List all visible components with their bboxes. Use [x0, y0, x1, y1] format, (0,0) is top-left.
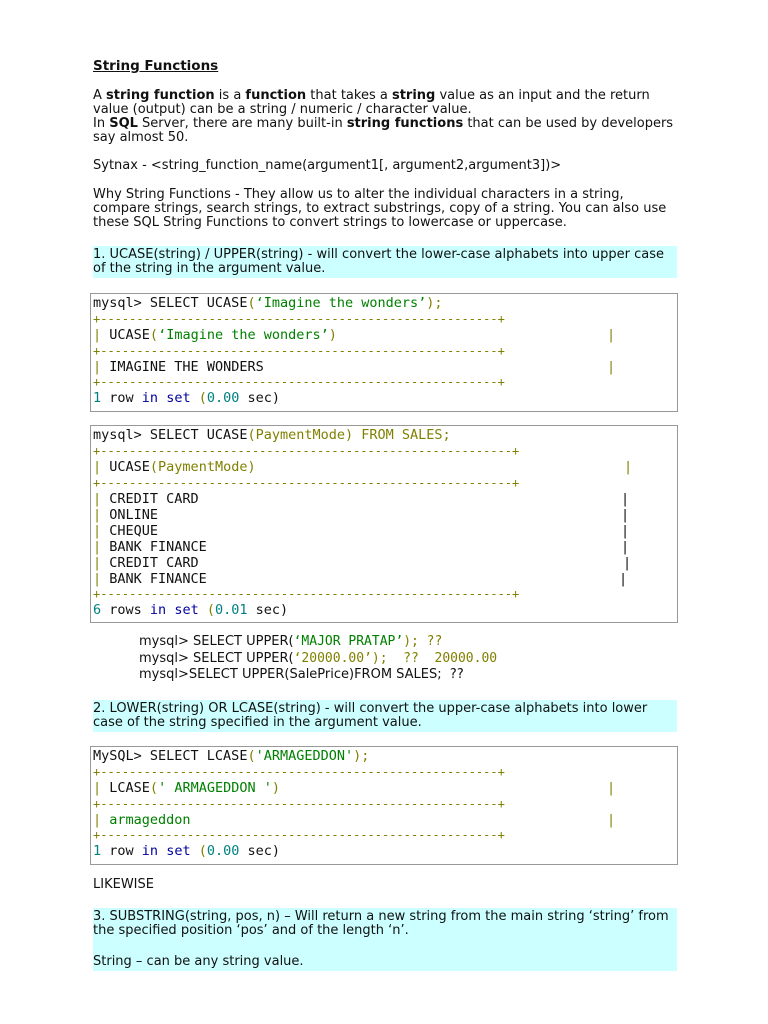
table-border: +---------------------------------------------------------+ — [93, 587, 520, 601]
cmd: SELECT UCASE — [141, 295, 248, 311]
cmd-args: (PaymentMode) FROM SALES; — [247, 427, 451, 443]
section-2-line: case of the string specified in the argument value. — [93, 715, 422, 730]
cmd: UCASE — [109, 459, 150, 475]
pipe: | — [93, 780, 102, 796]
paren: ( — [247, 295, 256, 311]
table-border: +---------------------------------------------------------+ — [93, 476, 520, 490]
section-3-line: the specified position ‘pos’ and of the length ‘n’. — [93, 923, 409, 938]
example-line: mysql>SELECT UPPER(SalePrice)FROM SALES; ?? — [139, 667, 464, 682]
pipe: | — [621, 491, 630, 507]
value: BANK FINANCE — [109, 539, 207, 555]
table-border: +---------------------------------------------------------+ — [93, 444, 520, 458]
pipe: | — [93, 459, 102, 475]
table-row: | CREDIT CARD — [93, 491, 199, 507]
text: that takes a — [306, 88, 392, 103]
paren: ) — [271, 780, 280, 796]
pipe: | — [607, 812, 616, 828]
text: Server, there are many built-in — [137, 116, 347, 131]
text: row — [101, 843, 142, 859]
why-line: Why String Functions - They allow us to alter the individual characters in a string, — [93, 187, 624, 202]
cmd: SELECT UCASE — [141, 427, 248, 443]
sql-command — [93, 295, 443, 311]
sql-output-box-ucase — [90, 293, 678, 412]
number: 1 — [93, 843, 102, 859]
text: that can be used by developers — [463, 116, 674, 131]
rows-summary: 1 row in set (0.00 sec) — [93, 390, 281, 406]
keyword: in — [141, 843, 159, 859]
pipe: | — [93, 812, 102, 828]
value: BANK FINANCE — [109, 571, 207, 587]
table-header — [93, 780, 280, 796]
value: CREDIT CARD — [109, 555, 199, 571]
section-3-line: 3. SUBSTRING(string, pos, n) – Will return a new string from the main string ‘string’ from — [93, 909, 669, 924]
text: sec) — [239, 843, 281, 859]
pipe: | — [607, 359, 616, 375]
prompt: mysql> — [93, 427, 142, 443]
value: IMAGINE THE WONDERS — [109, 359, 264, 375]
text: row — [101, 390, 142, 406]
string-literal: ' ARMAGEDDON ' — [158, 780, 272, 796]
section-2-highlight — [93, 700, 677, 732]
table-row: | BANK FINANCE — [93, 539, 207, 555]
table-row: | ONLINE — [93, 507, 159, 523]
paren: ( — [149, 327, 159, 343]
number: 0.01 — [215, 602, 248, 618]
paren: ) — [328, 327, 337, 343]
rows-summary: 1 row in set (0.00 sec) — [93, 843, 281, 859]
cmd: UCASE — [109, 327, 150, 343]
section-3-highlight — [93, 908, 677, 971]
value: CHEQUE — [109, 523, 159, 539]
table-row: | BANK FINANCE — [93, 571, 207, 587]
value: ONLINE — [109, 507, 159, 523]
number: 0.00 — [206, 390, 240, 406]
paren: ( — [149, 780, 159, 796]
number: 0.00 — [206, 843, 240, 859]
value: armageddon — [109, 812, 191, 828]
table-border: +-------------------------------------------------------+ — [93, 765, 505, 779]
tail: ); ?? — [403, 634, 443, 649]
pipe: | — [621, 507, 630, 523]
string-literal: 'ARMAGEDDON' — [255, 748, 354, 764]
cmd: mysql> SELECT UPPER( — [139, 651, 294, 666]
text: value as an input and the return — [435, 88, 650, 103]
section-1-line: 1. UCASE(string) / UPPER(string) - will convert the lower-case alphabets into upper case — [93, 247, 664, 262]
text: rows — [101, 602, 150, 618]
pipe: | — [607, 327, 616, 343]
paren: ); — [353, 748, 370, 764]
string-literal: ‘MAJOR PRATAP’ — [293, 634, 404, 649]
sql-command — [93, 427, 451, 443]
intro-line: say almost 50. — [93, 130, 189, 145]
pipe: | — [607, 780, 616, 796]
number: 1 — [93, 390, 102, 406]
syntax-line: Sytnax - <string_function_name(argument1[, argument2,argument3])> — [93, 158, 562, 173]
table-border: +-------------------------------------------------------+ — [93, 344, 505, 358]
keyword: in — [149, 602, 167, 618]
sql-command — [93, 748, 369, 764]
keyword: set — [166, 390, 191, 406]
bold-term: string functions — [346, 116, 464, 131]
cmd-args: (PaymentMode) — [149, 459, 256, 475]
text: sec) — [239, 390, 281, 406]
string-literal: ‘Imagine the wonders’ — [158, 327, 329, 343]
paren: ( — [247, 748, 256, 764]
bold-term: string function — [106, 88, 215, 103]
why-line: these SQL String Functions to convert strings to lowercase or uppercase. — [93, 215, 567, 230]
table-border: +-------------------------------------------------------+ — [93, 828, 505, 842]
pipe: | — [621, 539, 630, 555]
string-literal: ‘Imagine the wonders’ — [255, 295, 427, 311]
sql-output-box-lcase — [90, 746, 678, 865]
bold-term: function — [245, 88, 307, 103]
likewise-label: LIKEWISE — [93, 877, 154, 892]
prompt: MySQL> — [93, 748, 142, 764]
table-value — [93, 359, 264, 375]
keyword: in — [141, 390, 159, 406]
pipe: | — [623, 555, 632, 571]
table-border: +-------------------------------------------------------+ — [93, 797, 505, 811]
section-2-line: 2. LOWER(string) OR LCASE(string) - will convert the upper-case alphabets into lower — [93, 701, 648, 716]
text: In — [93, 116, 110, 131]
why-line: compare strings, search strings, to extract substrings, copy of a string. You can also use — [93, 201, 667, 216]
rows-summary: 6 rows in set (0.01 sec) — [93, 602, 289, 618]
number: 6 — [93, 602, 102, 618]
table-row: | CHEQUE — [93, 523, 159, 539]
string-literal: ‘20000.00’); ?? 20000.00 — [293, 651, 498, 666]
table-value — [93, 812, 191, 828]
cmd: SELECT LCASE — [141, 748, 248, 764]
pipe: | — [93, 327, 102, 343]
text: is a — [214, 88, 246, 103]
cmd: mysql> SELECT UPPER( — [139, 634, 294, 649]
table-header — [93, 459, 256, 475]
pipe: | — [619, 571, 628, 587]
keyword: set — [166, 843, 191, 859]
keyword: set — [174, 602, 199, 618]
table-header — [93, 327, 337, 343]
cmd: LCASE — [109, 780, 150, 796]
value: CREDIT CARD — [109, 491, 199, 507]
paren: ); — [426, 295, 443, 311]
pipe: | — [624, 459, 633, 475]
example-line — [139, 651, 497, 667]
section-3-line: String – can be any string value. — [93, 954, 304, 969]
sql-output-box-paymentmode — [90, 425, 678, 623]
section-1-line: of the string in the argument value. — [93, 261, 326, 276]
intro-line: value (output) can be a string / numeric / character value. — [93, 102, 472, 117]
table-row: | CREDIT CARD — [93, 555, 199, 571]
bold-term: string — [391, 88, 436, 103]
table-border: +-------------------------------------------------------+ — [93, 312, 505, 326]
example-line — [139, 634, 442, 650]
bold-term: SQL — [109, 116, 138, 131]
text: sec) — [247, 602, 289, 618]
page-title: String Functions — [93, 58, 219, 74]
pipe: | — [621, 523, 630, 539]
prompt: mysql> — [93, 295, 142, 311]
pipe: | — [93, 359, 102, 375]
text: A — [93, 88, 107, 103]
table-border: +-------------------------------------------------------+ — [93, 375, 505, 389]
section-1-highlight — [93, 246, 677, 278]
